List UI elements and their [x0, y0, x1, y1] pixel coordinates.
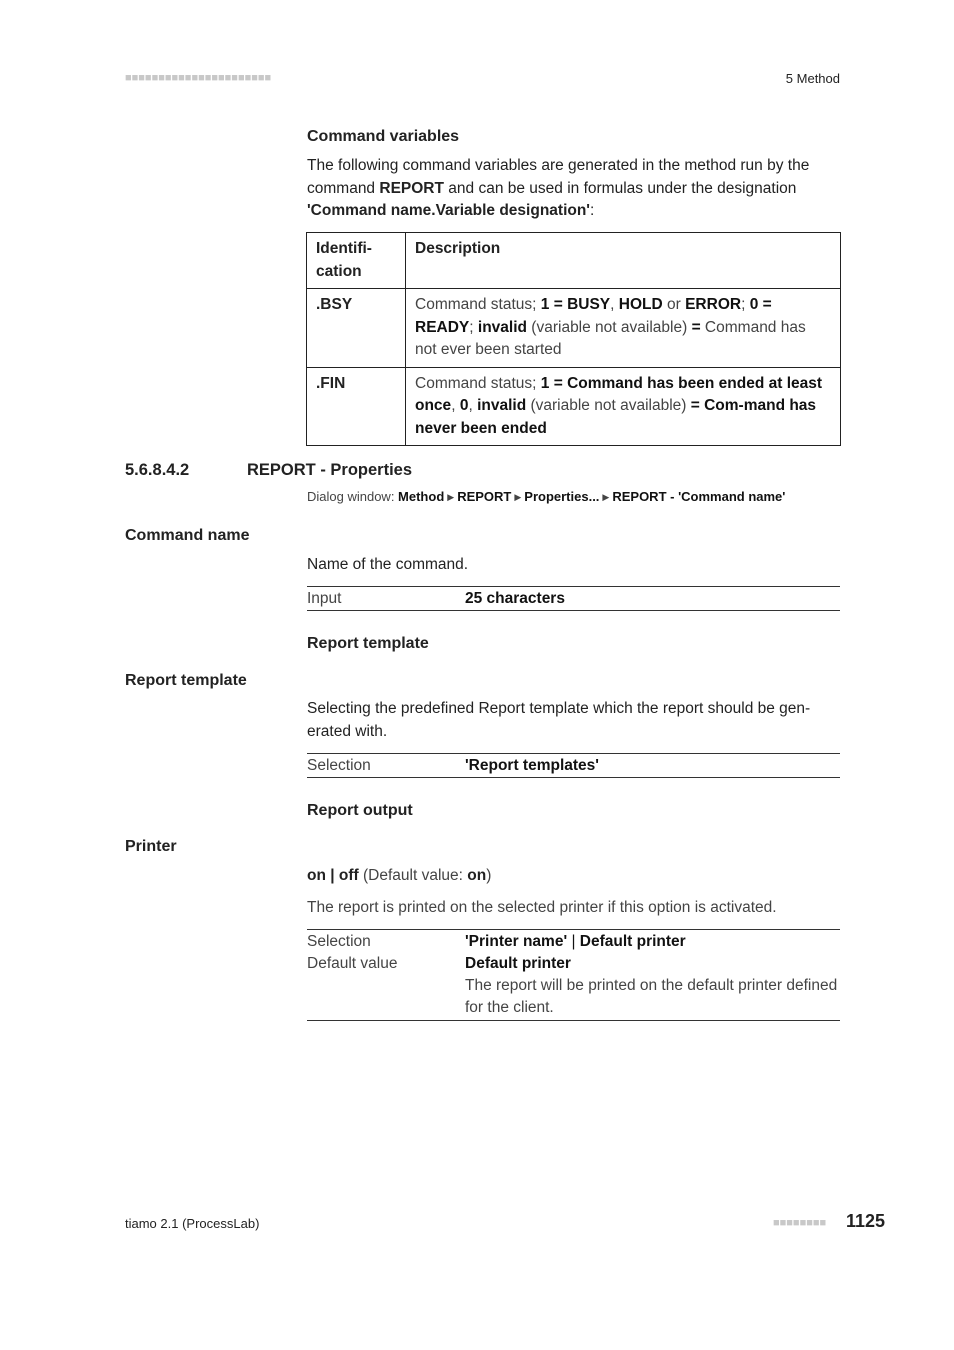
command-variables-table: [306, 232, 841, 446]
column-header-identification: Identifi- cation: [307, 233, 406, 289]
breadcrumb-arrow-icon: ▶: [602, 492, 610, 502]
command-variables-heading: Command variables: [307, 128, 460, 145]
report-template-description: Selecting the predefined Report template which the report should be gen-erated with.: [307, 700, 811, 740]
breadcrumb-item: REPORT: [457, 489, 512, 504]
column-header-description: Description: [406, 233, 841, 289]
onoff-values: on | off: [307, 867, 359, 884]
printer-default: on | off (Default value: on): [307, 867, 492, 884]
intro-command: REPORT: [379, 179, 444, 197]
footer-dots: ■■■■■■■■: [773, 1217, 827, 1229]
chapter-title: 5 Method: [785, 71, 840, 86]
intro-text: The following command variables are generated in the method run by the command: [307, 157, 810, 197]
printer-properties: [307, 929, 840, 1021]
property-row: [307, 975, 840, 1019]
command-name-description: Name of the command.: [307, 556, 469, 573]
printer-description: The report is printed on the selected printer if this option is activated.: [307, 899, 777, 916]
default-value: on: [467, 867, 487, 884]
breadcrumb: [307, 489, 785, 504]
property-value: 25 characters: [465, 590, 565, 607]
table-row: [307, 289, 841, 368]
breadcrumb-prefix: Dialog window:: [307, 489, 399, 504]
page-number: 1125: [846, 1211, 886, 1231]
command-name-label: Command name: [125, 527, 250, 544]
property-value: 'Report templates': [465, 757, 599, 774]
report-output-subheading: Report output: [307, 802, 413, 819]
property-key: Selection: [307, 757, 371, 774]
property-row: [307, 931, 840, 953]
table-row: [307, 367, 841, 446]
breadcrumb-item: Properties...: [524, 489, 600, 504]
table-header-row: [307, 233, 841, 289]
breadcrumb-arrow-icon: ▶: [514, 492, 522, 502]
printer-label: Printer: [125, 838, 177, 855]
command-name-properties: [307, 586, 840, 611]
property-row: [307, 588, 840, 610]
section-title: REPORT - Properties: [247, 461, 413, 479]
breadcrumb-item: Method: [398, 489, 445, 504]
property-value: Default printer: [465, 955, 571, 972]
variable-description: Command status; 1 = BUSY, HOLD or ERROR; 0 = READY; invalid (variable not available) = Command has not ever been started: [406, 289, 841, 368]
breadcrumb-item: REPORT - 'Command name': [612, 489, 786, 504]
breadcrumb-arrow-icon: ▶: [447, 492, 455, 502]
report-template-label: Report template: [125, 672, 247, 689]
report-template-subheading: Report template: [307, 635, 429, 652]
intro-text: and can be used in formulas under the designation: [443, 179, 797, 197]
property-key: Default value: [307, 955, 398, 972]
intro-text: :: [590, 202, 595, 219]
property-key: Selection: [307, 933, 371, 950]
variable-id: .BSY: [307, 289, 406, 368]
property-value: 'Printer name' | Default printer: [465, 933, 686, 950]
property-key: Input: [307, 590, 342, 607]
property-row: [307, 953, 840, 975]
command-variables-intro: [307, 155, 847, 223]
variable-description: Command status; 1 = Command has been ended at least once, 0, invalid (variable not available) = Com-mand has never been ended: [406, 367, 841, 446]
report-template-properties: [307, 753, 840, 778]
section-number: 5.6.8.4.2: [125, 461, 190, 479]
variable-id: .FIN: [307, 367, 406, 446]
property-note: The report will be printed on the default printer defined for the client.: [465, 977, 838, 1016]
header-dots: ■■■■■■■■■■■■■■■■■■■■■■: [125, 72, 272, 84]
footer-product: tiamo 2.1 (ProcessLab): [125, 1216, 260, 1231]
intro-designation: 'Command name.Variable designation': [307, 202, 590, 219]
property-row: [307, 755, 840, 777]
